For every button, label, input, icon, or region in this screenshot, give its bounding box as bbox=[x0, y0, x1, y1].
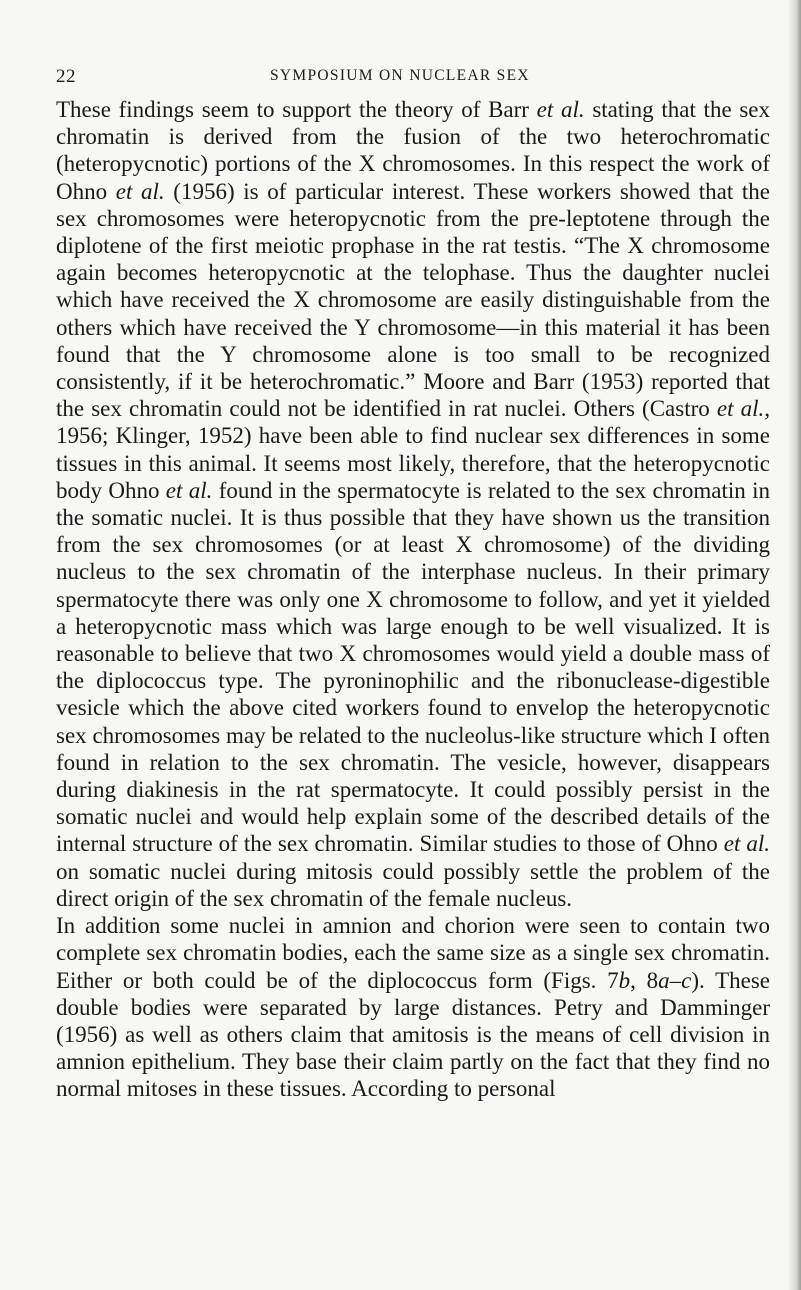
page-edge-shadow bbox=[789, 0, 801, 1290]
italic-run: et al. bbox=[536, 97, 585, 122]
text-run: stating that the sex chromatin is derived from the fusion of the two heterochromatic (heteropycnotic) portions of the X chromosomes. In this respect the work of Ohno bbox=[56, 97, 771, 204]
italic-run: et al. bbox=[115, 178, 165, 204]
text-run: found in the spermatocyte is related to the sex chromatin in the somatic nuclei. It is thus possible that they have shown us the transition from the sex chromosomes (or at least X chromosome) of the dividing nucleus to the sex chromatin of the interphase nucleus. In their primary spermatocyte there was only one X chromosome to follow, and yet it yielded a heteropycnotic mass which was large enough to be well visualized. It is reasonable to believe that two X chromosomes would yield a double mass of the diplococcus type. The pyroninophilic and the ribonuclease-digestible vesicle which the above cited workers found to envelop the heteropycnotic sex chromosomes may be related to the nucleolus-like structure which I often found in relation to the sex chromatin. The vesicle, however, disappears during diakinesis in the rat spermatocyte. It could possibly persist in the somatic nuclei and would help explain some of the described details of the internal structure of the sex chromatin. Similar studies to those of Ohno bbox=[56, 477, 770, 857]
text-run: In addition some nuclei in amnion and chorion were seen to contain two complete sex chromatin bodies, each the same size as a single sex chromatin. Either or both could be of the diplococcus form (Figs. 7 bbox=[56, 913, 770, 993]
page-number: 22 bbox=[56, 66, 76, 87]
text-run: These findings seem to support the theory of Barr bbox=[56, 97, 537, 122]
italic-run: et al. bbox=[723, 831, 770, 857]
text-run: on somatic nuclei during mitosis could possibly settle the problem of the direct origin of the sex chromatin of the female nucleus. bbox=[56, 858, 770, 911]
text-run: , 8 bbox=[630, 967, 659, 993]
paragraph-1 bbox=[56, 96, 770, 912]
text-run: (1956) is of particular interest. These workers showed that the sex chromosomes were heteropycnotic from the pre-leptotene through the diplotene of the first meiotic prophase in the rat testis. “The X chromosome again becomes heteropycnotic at the telophase. Thus the daughter nuclei which have received the X chromosome are easily distinguishable from the others which have received the Y chromosome—in this material it has been found that the Y chromosome alone is too small to be recognized consistently, if it be heterochromatic.” Moore and Barr (1953) reported that the sex chromatin could not be identified in rat nuclei. Others (Castro bbox=[56, 178, 770, 422]
body-text bbox=[56, 96, 770, 1103]
italic-run: a–c bbox=[658, 967, 692, 993]
text-run: , 1956; Klinger, 1952) have been able to find nuclear sex differences in some tissues in this animal. It seems most likely, therefore, that the heteropycnotic body Ohno bbox=[56, 396, 770, 503]
running-head: SYMPOSIUM ON NUCLEAR SEX bbox=[270, 67, 530, 84]
italic-run: et al. bbox=[165, 477, 213, 503]
page-header bbox=[56, 66, 756, 96]
italic-run: et al. bbox=[716, 396, 765, 422]
italic-run: b bbox=[618, 967, 631, 993]
paragraph-2 bbox=[56, 912, 770, 1102]
text-run: ). These double bodies were separated by large distances. Petry and Damminger (1956) as well as others claim that amitosis is the means of cell division in amnion epithelium. They base their claim partly on the fact that they find no normal mitoses in these tissues. According to personal bbox=[56, 967, 771, 1102]
